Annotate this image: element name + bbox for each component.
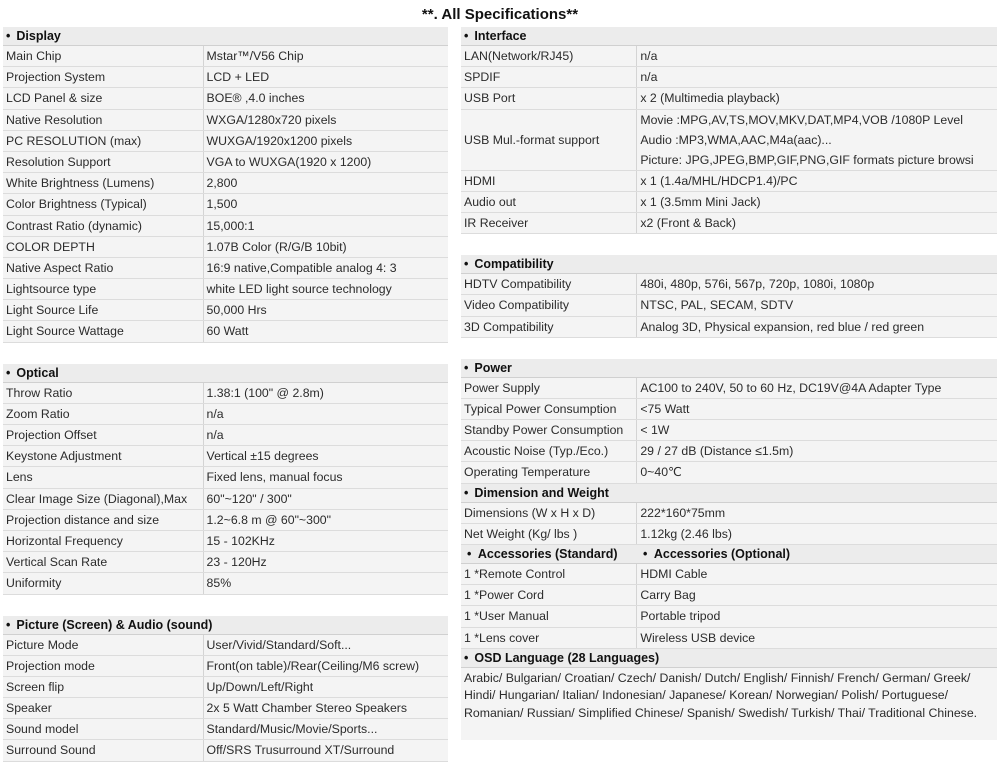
spec-value: 2,800: [206, 176, 238, 191]
spec-value: n/a: [640, 70, 658, 85]
spec-row: [3, 489, 448, 510]
spec-row: [461, 317, 997, 338]
spec-value: Analog 3D, Physical expansion, red blue / red green: [640, 319, 925, 334]
spec-value: 16:9 native,Compatible analog 4: 3: [206, 260, 397, 275]
spec-row: [461, 585, 997, 606]
spec-row: [3, 635, 448, 656]
accessories-optional-header: Accessories (Optional): [653, 547, 791, 561]
spec-row: [461, 420, 997, 441]
spec-value: white LED light source technology: [206, 282, 392, 297]
spec-value: Carry Bag: [640, 588, 696, 603]
spec-label: LCD Panel & size: [3, 88, 204, 108]
spec-value: Mstar™/V56 Chip: [206, 49, 304, 63]
spec-row: [3, 740, 448, 761]
left-spec-column: [3, 27, 448, 762]
spec-row: [461, 378, 997, 399]
section-header-dimension: • Dimension and Weight: [461, 484, 997, 503]
spec-value: 1.2~6.8 m @ 60"~300": [206, 512, 331, 527]
spec-label: Standby Power Consumption: [461, 420, 637, 440]
spec-row: [461, 295, 997, 316]
spec-label: Projection mode: [3, 656, 204, 676]
spec-label: Net Weight (Kg/ lbs ): [461, 524, 637, 544]
spec-value: Vertical ±15 degrees: [206, 449, 319, 464]
spec-value: 2x 5 Watt Chamber Stereo Speakers: [206, 701, 408, 716]
spec-label: Contrast Ratio (dynamic): [3, 216, 204, 236]
display-rows: [3, 46, 448, 343]
spec-value: AC100 to 240V, 50 to 60 Hz, DC19V@4A Adapter Type: [640, 380, 942, 395]
spec-row: [3, 425, 448, 446]
spec-label: Color Brightness (Typical): [3, 194, 204, 214]
spec-value: 15 - 102KHz: [206, 533, 275, 548]
section-header-osd: • OSD Language (28 Languages): [461, 649, 997, 668]
spec-label: Lens: [3, 467, 204, 487]
spec-row: [3, 383, 448, 404]
spec-value: 0~40℃: [640, 465, 682, 480]
spec-row: [3, 656, 448, 677]
spec-label: Native Aspect Ratio: [3, 258, 204, 278]
usb-format-row: [461, 110, 997, 171]
spec-row: [461, 46, 997, 67]
spec-value: <75 Watt: [640, 401, 690, 416]
spec-row: [3, 173, 448, 194]
spec-row: [3, 46, 448, 67]
spec-value: x 1 (1.4a/MHL/HDCP1.4)/PC: [640, 173, 798, 188]
spec-value: HDMI Cable: [640, 567, 708, 581]
spec-label: PC RESOLUTION (max): [3, 131, 204, 151]
spec-value: 1.38:1 (100" @ 2.8m): [206, 385, 324, 400]
spec-row: [3, 237, 448, 258]
spec-value: User/Vivid/Standard/Soft...: [206, 637, 352, 652]
spec-row: [461, 192, 997, 213]
spec-row: [3, 552, 448, 573]
spec-row: [3, 67, 448, 88]
spec-label: Main Chip: [3, 46, 204, 66]
spec-row: [3, 110, 448, 131]
spec-value: BOE® ,4.0 inches: [206, 91, 305, 106]
spec-label: Operating Temperature: [461, 462, 637, 482]
spec-label: 1 *Remote Control: [461, 564, 637, 584]
spec-value: 1.07B Color (R/G/B 10bit): [206, 239, 347, 254]
spec-value: Wireless USB device: [640, 630, 756, 645]
power-rows: [461, 378, 997, 484]
spec-label: Acoustic Noise (Typ./Eco.): [461, 441, 637, 461]
spec-label: LAN(Network/RJ45): [461, 46, 637, 66]
spec-value: 480i, 480p, 576i, 567p, 720p, 1080i, 1080p: [640, 277, 875, 292]
spec-value: 1,500: [206, 197, 238, 212]
usb-format-values: [637, 110, 997, 170]
osd-language-list: Arabic/ Bulgarian/ Croatian/ Czech/ Danish/ Dutch/ English/ Finnish/ French/ German/ Greek/ Hindi/ Hungarian/ Italian/ Indonesian/ Japanese/ Korean/ Norwegian/ Polish/ Portuguese/ Romanian/ Russian/ Simplified Chinese/ Spanish/ Swedish/ Turkish/ Thai/ Traditional Chinese.: [461, 668, 997, 740]
section-header-interface: • Interface: [461, 27, 997, 46]
spec-row: [461, 88, 997, 109]
spec-row: [3, 131, 448, 152]
spec-value: Standard/Music/Movie/Sports...: [206, 722, 378, 737]
spec-row: [461, 67, 997, 88]
spec-label: Light Source Wattage: [3, 321, 204, 341]
spec-label: Lightsource type: [3, 279, 204, 299]
spec-value: VGA to WUXGA(1920 x 1200): [206, 154, 372, 169]
spec-row: [3, 719, 448, 740]
spec-row: [3, 258, 448, 279]
spec-row: [3, 194, 448, 215]
compatibility-rows: [461, 274, 997, 338]
spec-value: 29 / 27 dB (Distance ≤1.5m): [640, 444, 794, 459]
spec-row: [461, 274, 997, 295]
spec-row: [3, 446, 448, 467]
spec-row: [3, 216, 448, 237]
spec-label: Speaker: [3, 698, 204, 718]
spec-row: [461, 503, 997, 524]
spec-label: 1 *Lens cover: [461, 628, 637, 648]
spec-label: Dimensions (W x H x D): [461, 503, 637, 523]
section-header-power: • Power: [461, 359, 997, 378]
spec-row: [461, 213, 997, 234]
spec-value: Front(on table)/Rear(Ceiling/M6 screw): [206, 658, 420, 673]
spec-label: Keystone Adjustment: [3, 446, 204, 466]
spec-value: x2 (Front & Back): [640, 215, 737, 230]
spec-label: Horizontal Frequency: [3, 531, 204, 551]
section-header-display: • Display: [3, 27, 448, 46]
spec-row: [461, 524, 997, 545]
spec-row: [461, 399, 997, 420]
section-header-picture: • Picture (Screen) & Audio (sound): [3, 616, 448, 635]
spec-row: [461, 606, 997, 627]
spec-label: Zoom Ratio: [3, 404, 204, 424]
spec-value: WUXGA/1920x1200 pixels: [206, 133, 353, 148]
spec-label: COLOR DEPTH: [3, 237, 204, 257]
spec-value: x 2 (Multimedia playback): [640, 91, 780, 106]
spec-label: Sound model: [3, 719, 204, 739]
spec-row: [3, 677, 448, 698]
spec-label: Projection distance and size: [3, 510, 204, 530]
accessories-standard-header: Accessories (Standard): [477, 547, 618, 561]
spec-label: Throw Ratio: [3, 383, 204, 403]
spec-label: Uniformity: [3, 573, 204, 593]
spec-value: 60 Watt: [206, 324, 249, 339]
picture-rows: [3, 635, 448, 762]
spec-value: Up/Down/Left/Right: [206, 679, 314, 694]
spec-label: Clear Image Size (Diagonal),Max: [3, 489, 204, 509]
spec-label: Projection System: [3, 67, 204, 87]
spec-row: [3, 152, 448, 173]
spec-value: 15,000:1: [206, 218, 255, 233]
spec-label: Native Resolution: [3, 110, 204, 130]
spec-label: Surround Sound: [3, 740, 204, 760]
spec-row: [3, 698, 448, 719]
spec-label: Power Supply: [461, 378, 637, 398]
dimension-rows: [461, 503, 997, 545]
spec-label: White Brightness (Lumens): [3, 173, 204, 193]
spec-value: Portable tripod: [640, 609, 721, 624]
spec-value: 60"~120" / 300": [206, 491, 292, 506]
spec-label: SPDIF: [461, 67, 637, 87]
section-header-optical: • Optical: [3, 364, 448, 383]
spec-row: [461, 564, 997, 585]
spec-row: [461, 171, 997, 192]
optical-rows: [3, 383, 448, 595]
usb-format-label: USB Mul.-format support: [461, 110, 637, 170]
spec-label: Typical Power Consumption: [461, 399, 637, 419]
right-spec-column: [461, 27, 997, 740]
spec-value: 222*160*75mm: [640, 505, 726, 520]
spec-label: 1 *User Manual: [461, 606, 637, 626]
usb-format-audio: Audio :MP3,WMA,AAC,M4a(aac)...: [640, 132, 832, 147]
spec-value: n/a: [206, 406, 224, 421]
spec-value: n/a: [640, 49, 658, 63]
accessories-rows: [461, 564, 997, 649]
spec-row: [461, 462, 997, 483]
interface-top-rows: [461, 46, 997, 110]
spec-row: [3, 88, 448, 109]
page-title: **. All Specifications**: [421, 6, 579, 23]
spec-label: 3D Compatibility: [461, 317, 637, 337]
spec-label: HDTV Compatibility: [461, 274, 637, 294]
spec-value: LCD + LED: [206, 70, 270, 85]
spec-row: [3, 321, 448, 342]
spec-label: 1 *Power Cord: [461, 585, 637, 605]
spec-value: 50,000 Hrs: [206, 303, 267, 318]
spec-value: x 1 (3.5mm Mini Jack): [640, 194, 761, 209]
usb-format-movie: Movie :MPG,AV,TS,MOV,MKV,DAT,MP4,VOB /1080P Level: [640, 112, 963, 127]
spec-label: IR Receiver: [461, 213, 637, 233]
spec-value: n/a: [206, 428, 224, 442]
spec-value: 85%: [206, 576, 232, 591]
section-header-accessories: • Accessories (Standard) • Accessories (Optional): [461, 545, 997, 564]
spec-row: [3, 404, 448, 425]
spec-row: [3, 467, 448, 488]
interface-bottom-rows: [461, 171, 997, 235]
spec-row: [461, 628, 997, 649]
spec-value: 23 - 120Hz: [206, 555, 267, 570]
spec-row: [3, 300, 448, 321]
spec-value: NTSC, PAL, SECAM, SDTV: [640, 298, 794, 313]
usb-format-picture: Picture: JPG,JPEG,BMP,GIF,PNG,GIF formats picture browsi: [640, 152, 974, 167]
spec-label: Video Compatibility: [461, 295, 637, 315]
spec-row: [3, 510, 448, 531]
spec-row: [3, 279, 448, 300]
spec-value: Off/SRS Trusurround XT/Surround: [206, 743, 395, 758]
spec-label: HDMI: [461, 171, 637, 191]
spec-row: [3, 531, 448, 552]
spec-label: USB Port: [461, 88, 637, 108]
spec-label: Resolution Support: [3, 152, 204, 172]
spec-label: Picture Mode: [3, 635, 204, 655]
spec-value: < 1W: [640, 423, 670, 438]
spec-value: Fixed lens, manual focus: [206, 470, 343, 485]
spec-value: 1.12kg (2.46 lbs): [640, 526, 732, 541]
spec-value: WXGA/1280x720 pixels: [206, 112, 337, 127]
spec-label: Light Source Life: [3, 300, 204, 320]
section-header-compatibility: • Compatibility: [461, 255, 997, 274]
spec-row: [3, 573, 448, 594]
spec-label: Projection Offset: [3, 425, 204, 445]
spec-label: Audio out: [461, 192, 637, 212]
spec-label: Vertical Scan Rate: [3, 552, 204, 572]
spec-row: [461, 441, 997, 462]
spec-label: Screen flip: [3, 677, 204, 697]
